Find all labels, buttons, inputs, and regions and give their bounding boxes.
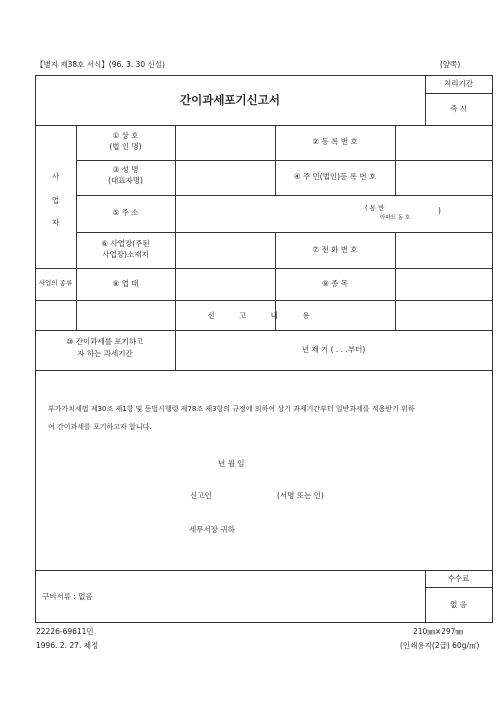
registration-number-field[interactable] [396,126,491,159]
address-apartment-hint: 아파트 동 호 [380,215,411,221]
tax-period-label-line1: ⑩ 간이과세를 포기하고 [66,337,144,346]
statement-line-1: 부가가치세법 제30조 제1항 및 동법시행령 제78조 제3항의 규정에 의하여 상기 과세기간부터 일반과세를 적용받기 위하 [48,405,415,413]
form-code: 22226-69611민 [36,627,94,636]
required-documents: 구비서류 : 없음 [42,592,93,601]
business-category-field[interactable] [176,269,274,299]
business-item-field[interactable] [396,269,491,299]
trade-name-label: ① 상 호 [112,131,139,140]
date-line[interactable]: 년 월 일 [218,459,245,468]
address-phone-hint: ( 통 반 [365,204,385,212]
representative-name-field[interactable] [176,161,274,194]
form-reference: 【별지 제38호 서식】(96. 3. 30 신설) [36,60,165,69]
statement-line-2: 여 간이과세를 포기하고자 합니다. [48,423,152,431]
enactment-date: 1996. 2. 27. 제정 [36,641,99,650]
phone-number-field[interactable] [396,233,491,267]
resident-number-label: ④ 주 민(법인)등 록 번 호 [293,172,377,181]
processing-period-value: 즉 시 [450,104,467,113]
address-close-paren: ) [438,206,441,215]
representative-name-label: ③ 성 명 [112,165,139,174]
address-field[interactable] [176,196,361,231]
business-category-label: ⑧ 업 태 [112,279,139,288]
paper-size: 210㎜×297㎜ [413,627,463,636]
fee-value: 없 음 [450,600,467,609]
processing-period-label: 처리기간 [444,79,473,88]
business-item-label: ⑨ 종 목 [322,279,348,288]
tax-period-label-line2: 자 하는 과세기간 [77,349,133,358]
document-title: 간이과세포기신고서 [180,93,280,107]
addressee: 세무서장 귀하 [189,525,235,534]
representative-name-sublabel: (대표자명) [108,176,143,185]
fee-label: 수수료 [447,574,470,583]
paper-spec: (인쇄용지(2급) 60g/㎡) [400,641,480,650]
business-site-label: ⑥ 사업장(주된 [101,239,150,248]
applicant-label: 신고인 [190,491,212,500]
business-label-char-2: 업 [51,196,60,205]
phone-number-label: ⑦ 전 화 번 호 [312,245,358,254]
report-content-header: 신 고 내 용 [207,311,321,320]
resident-number-field[interactable] [396,161,491,194]
trade-name-field[interactable] [176,126,274,159]
business-type-section-label: 사업의 종류 [38,279,73,287]
business-site-field[interactable] [176,233,274,267]
tax-period-field[interactable]: 년 제 기 ( . . .부터) [301,345,366,354]
page-side-label: (앞쪽) [440,60,461,69]
business-site-sublabel: 사업장)소재지 [102,250,149,259]
signature-field[interactable]: (서명 또는 인) [277,491,324,500]
trade-name-sublabel: (법 인 명) [109,142,142,151]
business-label-char-1: 사 [51,172,60,181]
business-label-char-3: 자 [51,218,60,227]
address-label: ⑤ 주 소 [112,208,139,217]
registration-number-label: ② 등 록 번 호 [312,137,358,146]
